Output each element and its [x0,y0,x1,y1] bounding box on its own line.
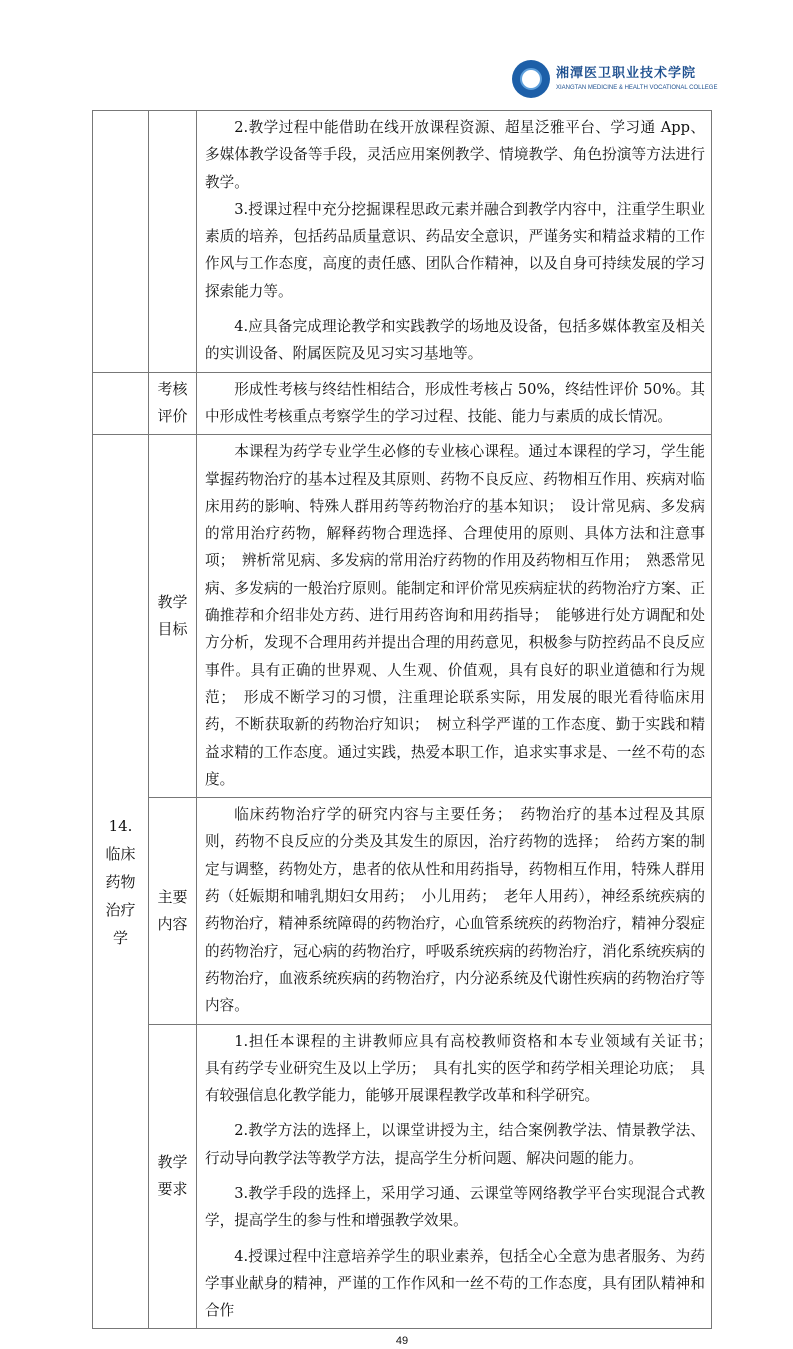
course-name-line: 治疗 [105,900,136,919]
table-row-content [93,798,712,1024]
course-name-line: 临床 [105,844,136,863]
label-line: 教学 [157,1153,188,1172]
label-line: 内容 [157,914,188,933]
paragraph: 临床药物治疗学的研究内容与主要任务； 药物治疗的基本过程及其原则，药物不良反应的分类及其发生的原因，治疗药物的选择； 给药方案的制定与调整，药物处方，患者的依从性和用药指导，药物相互作用，特殊人群用药（妊娠期和哺乳期妇女用药； 小儿用药； 老年人用药），神经系统疾病的药物治疗，精神系统障碍的药物治疗，心血管系统疾的药物治疗，精神分裂症的药物治疗，冠心病的药物治疗，呼吸系统疾病的药物治疗，消化系统疾病的药物治疗，血液系统疾病的药物治疗，内分泌系统及代谢性疾病的药物治疗等内容。 [205,806,705,1015]
content-label [149,798,197,1024]
empty-course-cell [93,111,149,373]
table-row-assessment [93,372,712,435]
objectives-cell [197,435,712,798]
label-line: 主要 [157,887,188,906]
empty-label-cell [149,111,197,373]
paragraph: 4.应具备完成理论教学和实践教学的场地及设备，包括多媒体教室及相关的实训设备、附属医院及见习实习基地等。 [205,318,705,363]
paragraph: 2.教学方法的选择上，以课堂讲授为主，结合案例教学法、情景教学法、行动导向教学法等教学方法，提高学生分析问题、解决问题的能力。 [205,1122,705,1167]
college-logo [512,60,717,98]
logo-english-name: XIANGTAN MEDICINE & HEALTH VOCATIONAL COLLEGE [556,85,718,91]
label-line: 考核 [157,380,188,399]
college-seal-icon [512,60,550,98]
course-name-line: 学 [112,928,128,947]
course-table [92,110,720,1329]
table-row-objectives [93,435,712,798]
logo-chinese-name: 湘潭医卫职业技术学院 [556,66,697,81]
paragraph: 3.授课过程中充分挖掘课程思政元素并融合到教学内容中，注重学生职业素质的培养，包括药品质量意识、药品安全意识，严谨务实和精益求精的工作作风与工作态度，高度的责任感、团队合作精神，以及自身可持续发展的学习探索能力等。 [205,200,705,300]
requirements-cell [197,1024,720,1329]
label-line: 目标 [157,620,188,639]
paragraph: 1.担任本课程的主讲教师应具有高校教师资格和本专业领域有关证书； 具有药学专业研究生及以上学历； 具有扎实的医学和药学相关理论功底； 具有较强信息化教学能力，能够开展课程教学改革和科学研究。 [205,1032,720,1105]
course-name-line: 药物 [105,872,136,891]
label-line: 教学 [157,593,188,612]
label-line: 要求 [157,1180,188,1199]
course-number: 14. [108,816,133,835]
table-row-requirements [93,1024,712,1329]
course-name-cell [93,435,149,1329]
requirements-label [149,1024,197,1329]
page-number: 49 [395,1335,409,1348]
assessment-label [149,372,197,435]
label-line: 评价 [157,407,188,426]
table-row-teaching-conditions [93,111,712,373]
teaching-conditions-cell [197,111,712,373]
content-cell [197,798,712,1024]
paragraph: 3.教学手段的选择上，采用学习通、云课堂等网络教学平台实现混合式教学，提高学生的参与性和增强教学效果。 [205,1184,705,1230]
paragraph: 形成性考核与终结性相结合，形成性考核占 50%，终结性评价 50%。其中形成性考核重点考察学生的学习过程、技能、能力与素质的成长情况。 [205,380,705,425]
paragraph: 本课程为药学专业学生必修的专业核心课程。通过本课程的学习，学生能掌握药物治疗的基本过程及其原则、药物不良反应、药物相互作用、疾病对临床用药的影响、特殊人群用药等药物治疗的基本知识； 设计常见病、多发病的常用治疗药物，解释药物合理选择、合理使用的原则、具体方法和注意事项； 辨析常见病、多发病的常用治疗药物的作用及药物相互作用； 熟悉常见病、多发病的一般治疗原则。能制定和评价常见疾病症状的药物治疗方案、正确推荐和介绍非处方药、进行用药咨询和用药指导； 能够进行处方调配和处方分析，发现不合理用药并提出合理的用药意见，积极参与防控药品不良反应事件。具有正确的世界观、人生观、价值观，具有良好的职业道德和行为规范； 形成不断学习的习惯，注重理论联系实际，用发展的眼光看待临床用药，不断获取新的药物治疗知识； 树立科学严谨的工作态度、勤于实践和精益求精的工作态度。通过实践，热爱本职工作，追求实事求是、一丝不苟的态度。 [205,443,705,788]
paragraph: 4.授课过程中注意培养学生的职业素养，包括全心全意为患者服务、为药学事业献身的精神，严谨的工作作风和一丝不苟的工作态度，具有团队精神和合作 [205,1247,705,1320]
empty-course-cell [93,372,149,435]
assessment-cell [197,372,712,435]
paragraph: 2.教学过程中能借助在线开放课程资源、超星泛雅平台、学习通 App、多媒体教学设备等手段，灵活应用案例教学、情境教学、角色扮演等方法进行教学。 [205,119,705,191]
objectives-label [149,435,197,798]
